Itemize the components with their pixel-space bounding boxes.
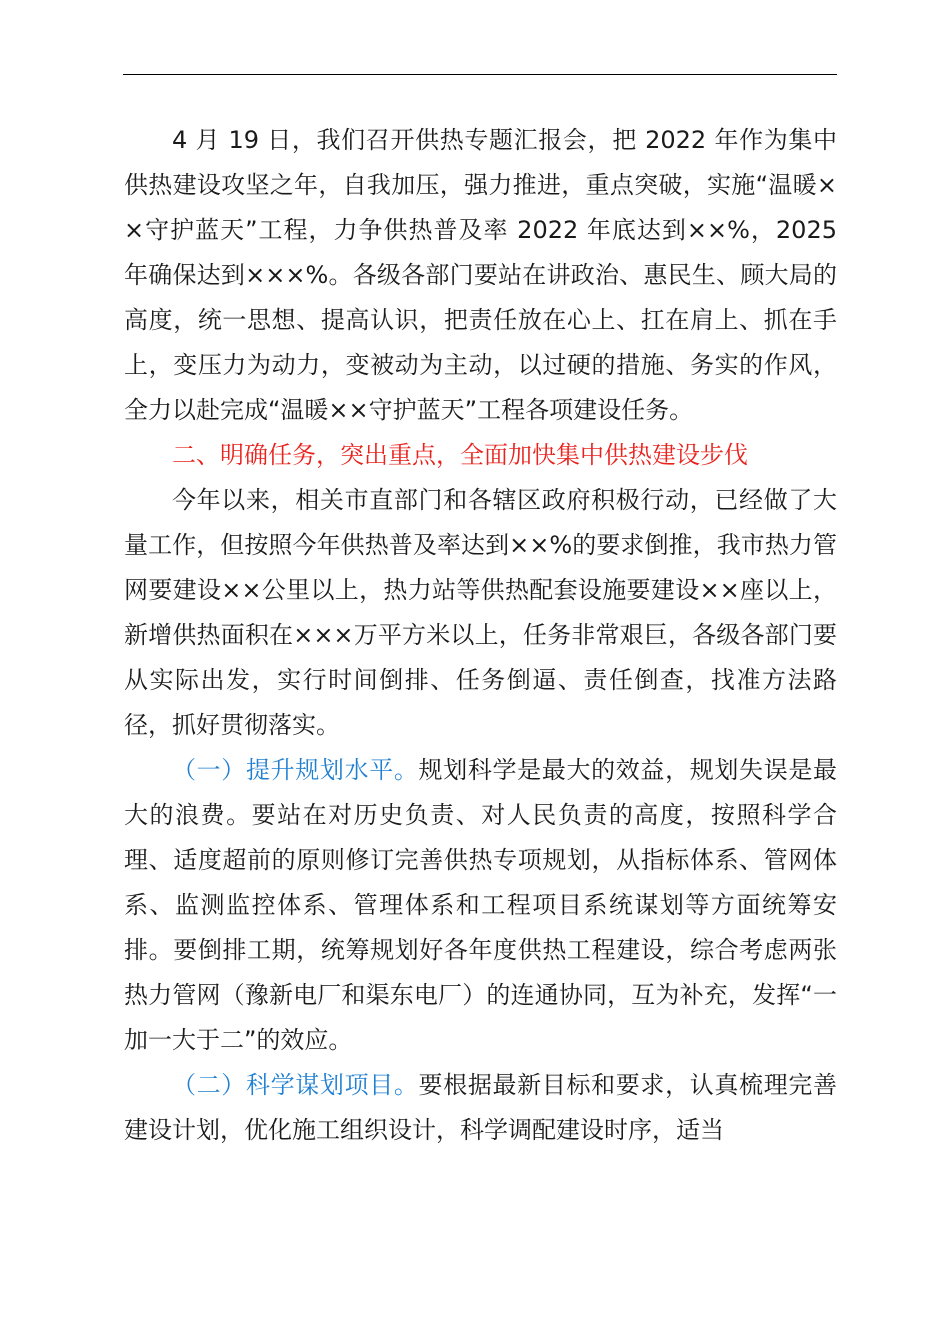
paragraph-2: 今年以来，相关市直部门和各辖区政府积极行动，已经做了大量工作，但按照今年供热普及率达到××%的要求倒推，我市热力管网要建设××公里以上，热力站等供热配套设施要建设××座以上，新增供热面积在×××万平方米以上，任务非常艰巨，各级各部门要从实际出发，实行时间倒排、任务倒逼、责任倒查，找准方法路径，抓好贯彻落实。 — [124, 486, 837, 739]
document-body — [124, 118, 837, 1153]
item-2-heading: （二）科学谋划项目。 — [172, 1071, 419, 1099]
item-1-paragraph — [124, 748, 837, 1063]
item-1-heading: （一）提升规划水平。 — [172, 756, 419, 784]
section-2-heading: 二、明确任务，突出重点，全面加快集中供热建设步伐 — [172, 441, 748, 469]
item-2-paragraph — [124, 1063, 837, 1153]
item-2-body: 要根据最新目标和要求，认真梳理完善建设计划，优化施工组织设计，科学调配建设时序，适当 — [124, 1071, 838, 1144]
item-1-body: 规划科学是最大的效益，规划失误是最大的浪费。要站在对历史负责、对人民负责的高度，按照科学合理、适度超前的原则修订完善供热专项规划，从指标体系、管网体系、监测监控体系、管理体系和工程项目系统谋划等方面统筹安排。要倒排工期，统筹规划好各年度供热工程建设，综合考虑两张热力管网（豫新电厂和渠东电厂）的连通协同，互为补充，发挥“一加一大于二”的效应。 — [124, 756, 838, 1054]
header-rule — [123, 74, 837, 75]
paragraph-1: 4 月 19 日，我们召开供热专题汇报会，把 2022 年作为集中供热建设攻坚之年，自我加压，强力推进，重点突破，实施“温暖××守护蓝天”工程，力争供热普及率 2022 年底达到××%，2025 年确保达到×××%。各级各部门要站在讲政治、惠民生、顾大局的高度，统一思想、提高认识，把责任放在心上、扛在肩上、抓在手上，变压力为动力，变被动为主动，以过硬的措施、务实的作风，全力以赴完成“温暖××守护蓝天”工程各项建设任务。 — [124, 126, 837, 424]
